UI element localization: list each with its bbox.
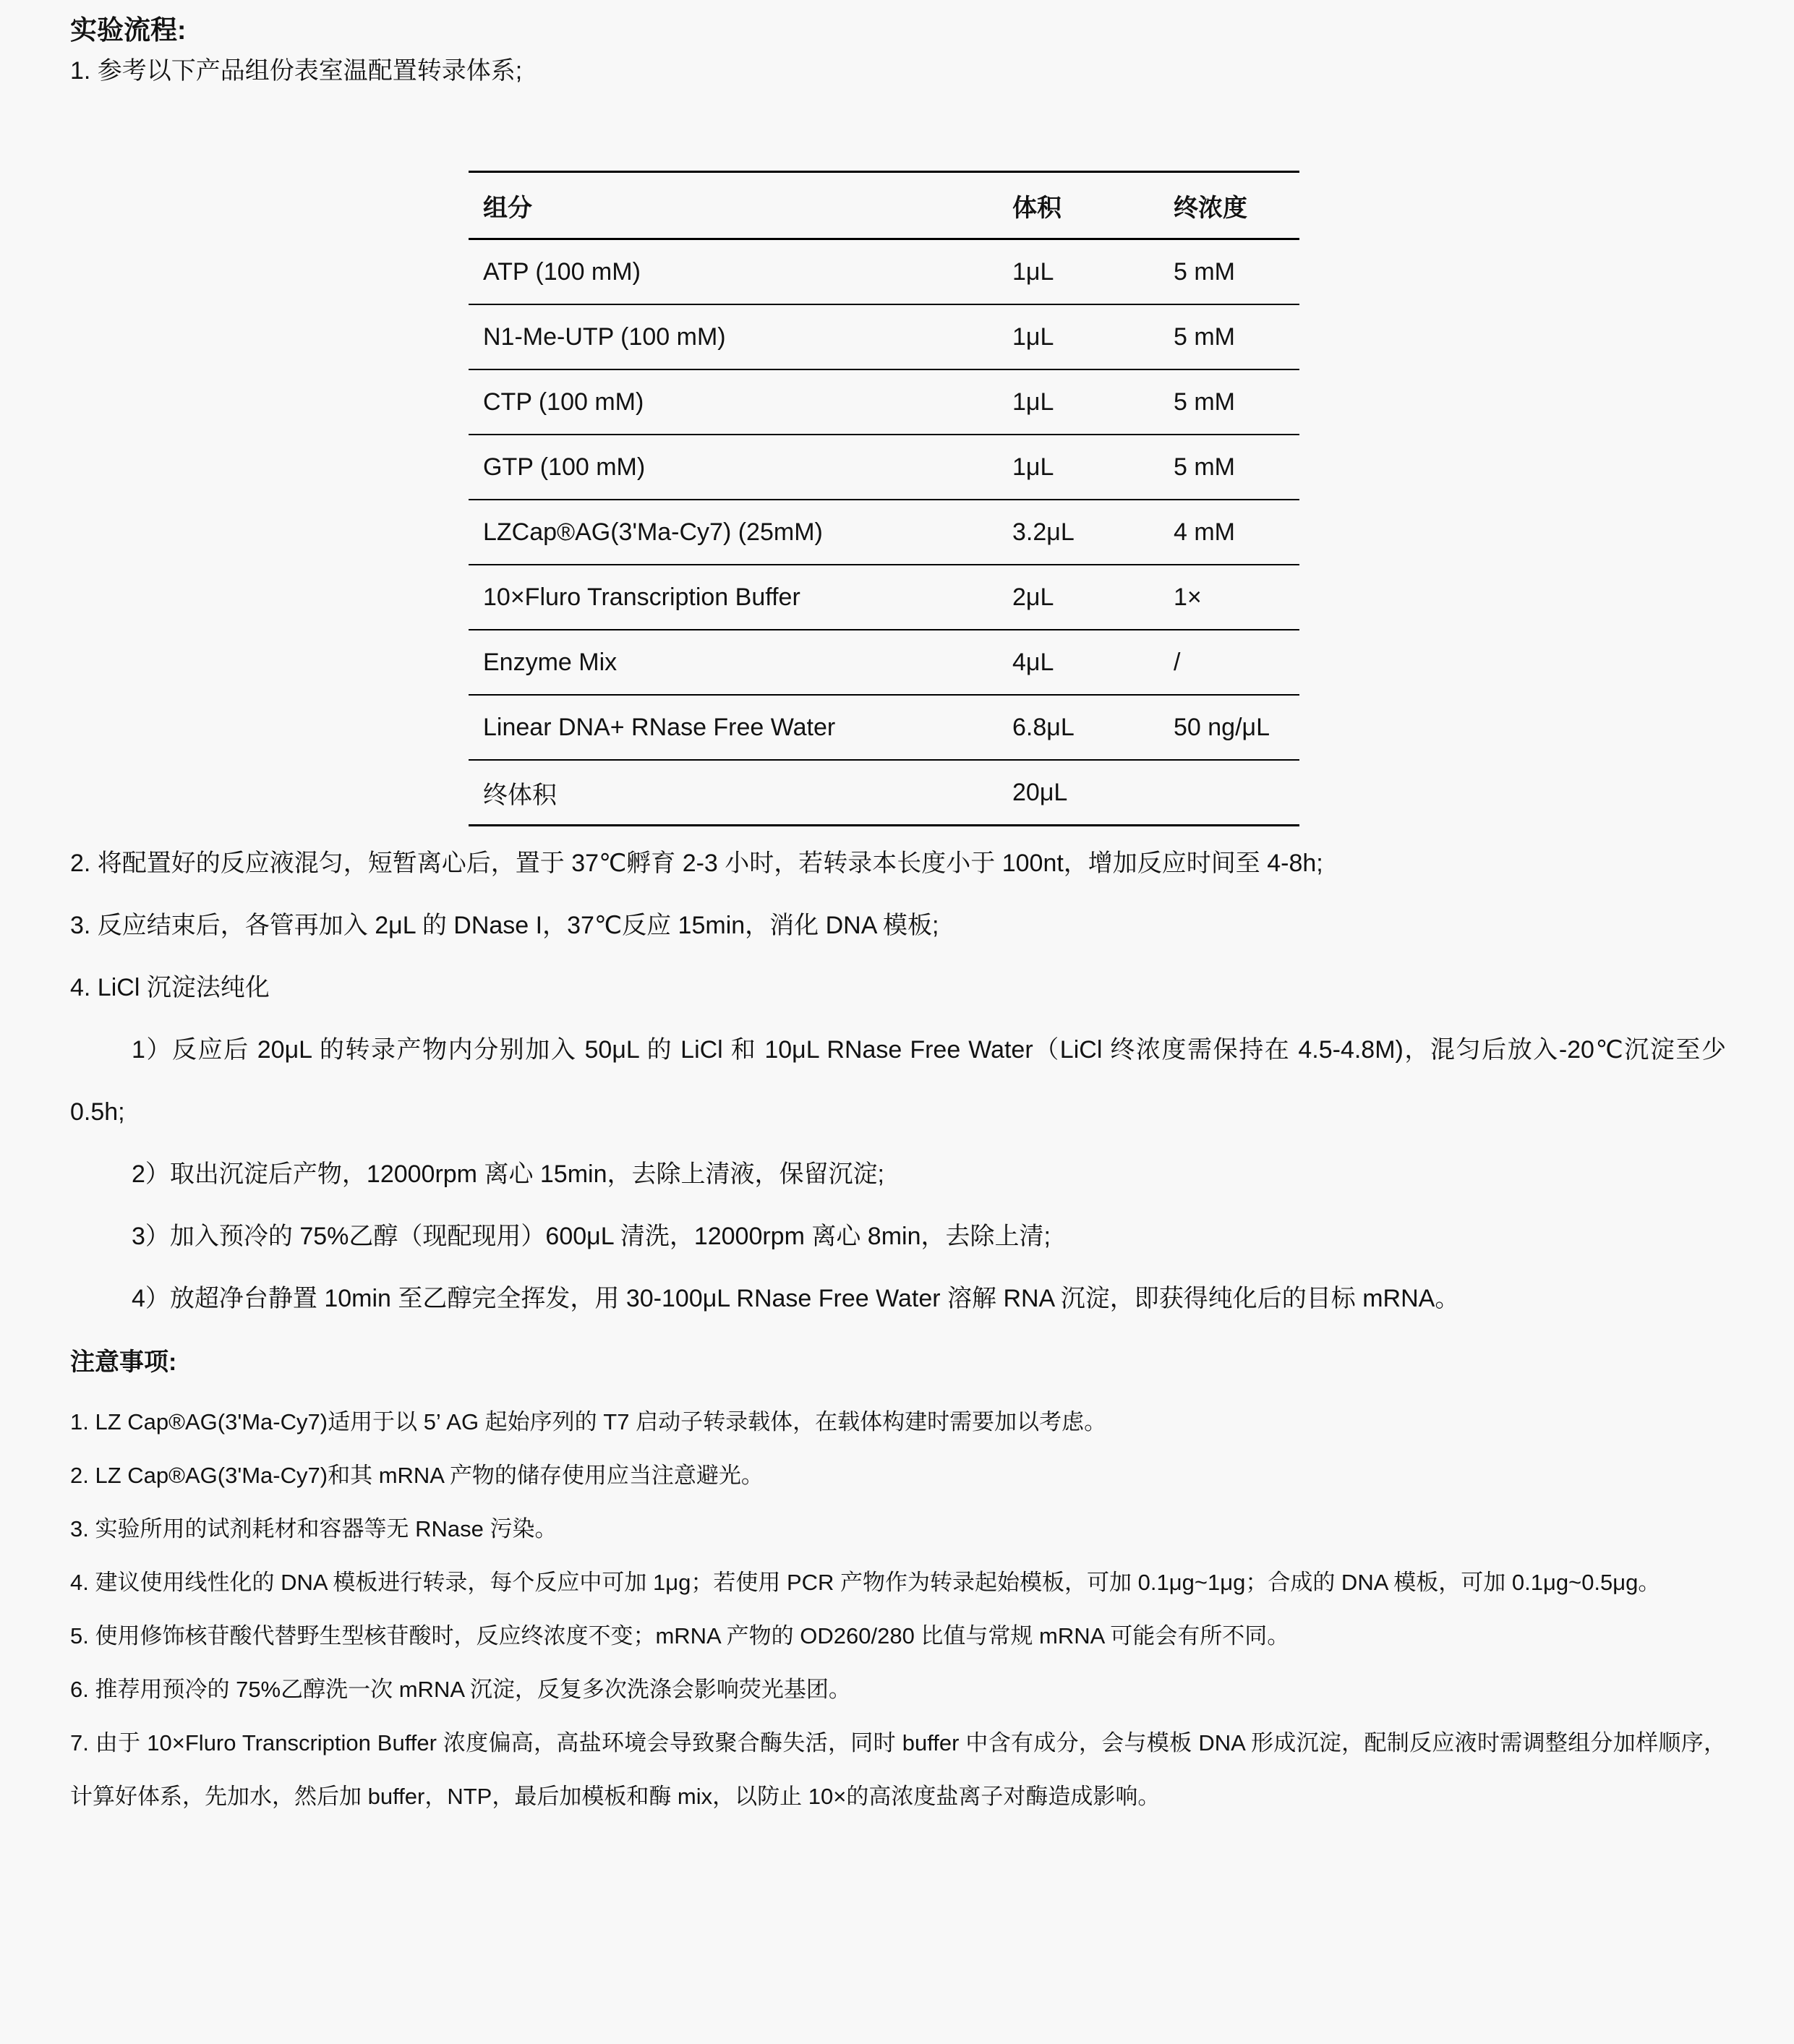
procedure-substep-2: 2）取出沉淀后产物，12000rpm 离心 15min，去除上清液，保留沉淀; xyxy=(132,1160,884,1188)
notes-heading: 注意事项: xyxy=(70,1348,177,1376)
cell-volume: 6.8μL xyxy=(1012,713,1075,741)
table-header-component: 组分 xyxy=(483,194,532,222)
cell-component: Linear DNA+ RNase Free Water xyxy=(483,713,836,741)
cell-component: N1-Me-UTP (100 mM) xyxy=(483,322,726,351)
cell-component: 终体积 xyxy=(483,781,557,809)
cell-concentration: / xyxy=(1174,648,1181,676)
procedure-step-1: 1. 参考以下产品组份表室温配置转录体系; xyxy=(70,57,523,85)
procedure-substep-1: 1）反应后 20μL 的转录产物内分别加入 50μL 的 LiCl 和 10μL RNase Free Water（LiCl 终浓度需保持在 4.5-4.8M)，混匀后放入-20℃沉淀至少 0.5h; xyxy=(70,1036,1726,1126)
note-item-1: 1. LZ Cap®AG(3'Ma-Cy7)适用于以 5’ AG 起始序列的 T7 启动子转录载体，在载体构建时需要加以考虑。 xyxy=(70,1409,1107,1434)
procedure-steps xyxy=(70,832,1726,1330)
procedure-heading: 实验流程: xyxy=(70,15,187,45)
reagent-table xyxy=(469,171,1299,826)
cell-concentration xyxy=(1159,760,1299,826)
cell-volume: 1μL xyxy=(1012,453,1054,481)
table-row xyxy=(469,630,1299,695)
cell-component: GTP (100 mM) xyxy=(483,453,646,481)
cell-volume: 4μL xyxy=(1012,648,1054,676)
reagent-table-wrapper xyxy=(469,171,1299,826)
procedure-step-3: 3. 反应结束后，各管再加入 2μL 的 DNase I，37℃反应 15min，消化 DNA 模板; xyxy=(70,912,939,939)
note-item-3: 3. 实验所用的试剂耗材和容器等无 RNase 污染。 xyxy=(70,1516,558,1541)
cell-volume: 20μL xyxy=(1012,778,1068,806)
cell-component: ATP (100 mM) xyxy=(483,257,641,286)
note-item-5: 5. 使用修饰核苷酸代替野生型核苷酸时，反应终浓度不变；mRNA 产物的 OD260/280 比值与常规 mRNA 可能会有所不同。 xyxy=(70,1623,1290,1649)
cell-volume: 3.2μL xyxy=(1012,518,1075,546)
note-item-2: 2. LZ Cap®AG(3'Ma-Cy7)和其 mRNA 产物的储存使用应当注意避光。 xyxy=(70,1463,764,1488)
cell-volume: 1μL xyxy=(1012,388,1054,416)
table-row xyxy=(469,695,1299,760)
table-row xyxy=(469,565,1299,630)
procedure-step-2: 2. 将配置好的反应液混匀，短暂离心后，置于 37℃孵育 2-3 小时，若转录本长度小于 100nt，增加反应时间至 4-8h; xyxy=(70,850,1323,877)
table-header-row xyxy=(469,172,1299,239)
procedure-substep-3: 3）加入预冷的 75%乙醇（现配现用）600μL 清洗，12000rpm 离心 8min，去除上清; xyxy=(132,1223,1051,1250)
cell-component: CTP (100 mM) xyxy=(483,388,644,416)
procedure-step-4: 4. LiCl 沉淀法纯化 xyxy=(70,974,270,1001)
table-row xyxy=(469,239,1299,305)
table-row-total xyxy=(469,760,1299,826)
note-item-4: 4. 建议使用线性化的 DNA 模板进行转录，每个反应中可加 1μg；若使用 PCR 产物作为转录起始模板，可加 0.1μg~1μg；合成的 DNA 模板，可加 0.1μg~0.5μg。 xyxy=(70,1570,1661,1595)
cell-concentration: 50 ng/μL xyxy=(1174,713,1270,741)
procedure-substep-4: 4）放超净台静置 10min 至乙醇完全挥发，用 30-100μL RNase Free Water 溶解 RNA 沉淀，即获得纯化后的目标 mRNA。 xyxy=(132,1285,1460,1312)
cell-concentration: 4 mM xyxy=(1174,518,1235,546)
table-row xyxy=(469,435,1299,500)
cell-concentration: 5 mM xyxy=(1174,257,1235,286)
table-header-concentration: 终浓度 xyxy=(1174,194,1247,222)
cell-component: 10×Fluro Transcription Buffer xyxy=(483,583,800,611)
cell-component: Enzyme Mix xyxy=(483,648,618,676)
cell-volume: 1μL xyxy=(1012,257,1054,286)
cell-volume: 1μL xyxy=(1012,322,1054,351)
cell-concentration: 1× xyxy=(1174,583,1202,611)
cell-concentration: 5 mM xyxy=(1174,388,1235,416)
table-row xyxy=(469,500,1299,565)
table-row xyxy=(469,304,1299,369)
cell-concentration: 5 mM xyxy=(1174,453,1235,481)
cell-volume: 2μL xyxy=(1012,583,1054,611)
note-item-6: 6. 推荐用预冷的 75%乙醇洗一次 mRNA 沉淀，反复多次洗涤会影响荧光基团。 xyxy=(70,1677,851,1702)
table-row xyxy=(469,369,1299,435)
notes-list xyxy=(70,1395,1726,1823)
cell-component: LZCap®AG(3'Ma-Cy7) (25mM) xyxy=(483,518,823,546)
note-item-7: 7. 由于 10×Fluro Transcription Buffer 浓度偏高，高盐环境会导致聚合酶失活，同时 buffer 中含有成分，会与模板 DNA 形成沉淀，配制反应液时需调整组分加样顺序，计算好体系，先加水，然后加 buffer，NTP，最后加模板和酶 mix，以防止 10×的高浓度盐离子对酶造成影响。 xyxy=(70,1730,1726,1809)
cell-concentration: 5 mM xyxy=(1174,322,1235,351)
table-header-volume: 体积 xyxy=(1012,194,1062,222)
